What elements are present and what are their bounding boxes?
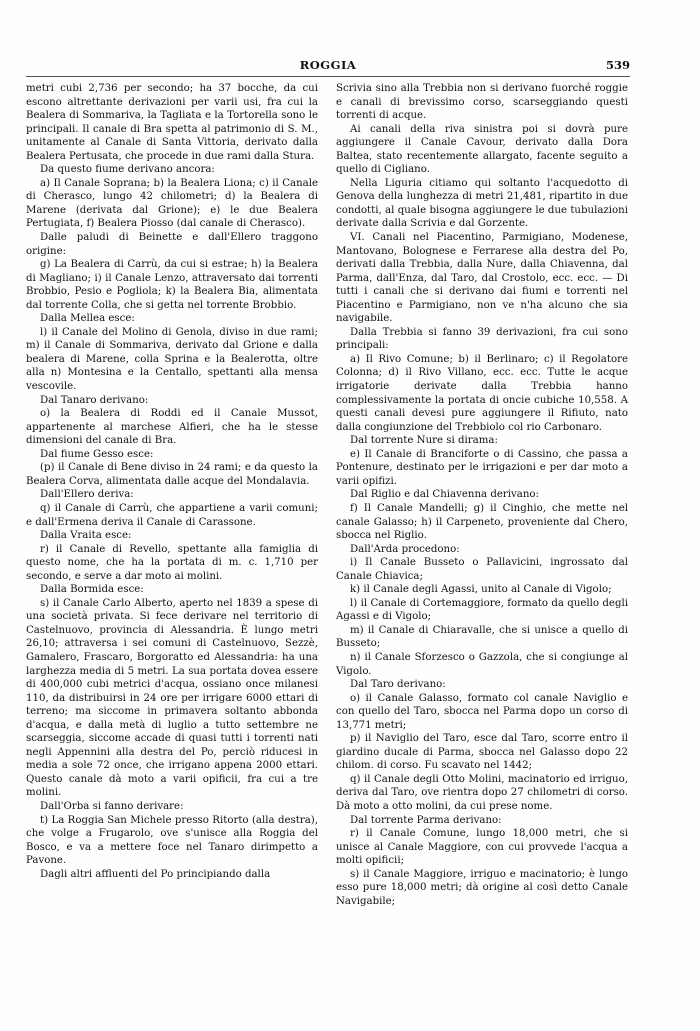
paragraph: l) il Canale di Cortemaggiore, formato da quello degli Agassi e di Vigolo; bbox=[336, 597, 628, 623]
paragraph: s) il Canale Maggiore, irriguo e macinatorio; è lungo esso pure 18,000 metri; dà origine al così detto Canale Navigabile; bbox=[336, 868, 628, 907]
running-title: ROGGIA bbox=[299, 58, 357, 72]
paragraph: q) il Canale di Carrù, che appartiene a varii comuni; e dall'Ermena deriva il Canale di Carassone. bbox=[26, 502, 318, 528]
paragraph: Dalle paludi di Beinette e dall'Ellero traggono origine: bbox=[26, 232, 318, 257]
paragraph: s) il Canale Carlo Alberto, aperto nel 1839 a spese di una società privata. Si fece derivare nel territorio di Castelnuovo, provincia di Alessandria. È lungo metri 26,10; attraversa i sei comuni di Castelnuovo, Sezzè, Gamalero, Frascaro, Borgoratto ed Alessandria: ha una larghezza media di 5 metri. La sua portata dovea essere di 400,000 cubi metrici d'acqua, ossiano once milanesi 110, da distribuirsi in 24 ore per irrigare 6000 ettari di terreno; ma siccome in primavera soltanto abbonda d'acqua, e dalla metà di luglio a tutto settembre ne scarseggia, siccome accade di quasi tutti i torrenti nati negli Appennini alla destra del Po, perciò riducesi in media a sole 72 once, che irrigano appena 2000 ettari. Questo canale dà moto a varii opificii, fra cui a tre molini. bbox=[26, 597, 318, 799]
paragraph: Dal Tanaro derivano: bbox=[40, 394, 149, 406]
paragraph: g) La Bealera di Carrù, da cui si estrae; h) la Bealera di Magliano; i) il Canale Lenzo, attraversato dai torrenti Brobbio, Pesio e Pogliola; k) la Bealera Bia, alimentata dal torrente Colla, che si getta nel torrente Brobbio. bbox=[26, 259, 318, 311]
paragraph: m) il Canale di Chiaravalle, che si unisce a quello di Busseto; bbox=[336, 624, 628, 650]
paragraph: Da questo fiume derivano ancora: bbox=[40, 164, 215, 176]
paragraph: (p) il Canale di Bene diviso in 24 rami; e da questo la Bealera Corva, alimentata dalle acque del Mondalavia. bbox=[26, 462, 318, 487]
paragraph: a) Il Rivo Comune; b) il Berlinaro; c) il Regolatore Colonna; d) il Rivo Villano, ecc. ecc. Tutte le acque irrigatorie derivate dalla Trebbia hanno complessivamente la portata di oncie cubiche 10,558. A questi canali devesi pure aggiungere il Rifiuto, nato dalla congiunzione del Trebbiolo col rio Carbonaro. bbox=[336, 353, 628, 433]
paragraph: Dall'Arda procedono: bbox=[350, 543, 460, 555]
paragraph: Dall'Orba si fanno derivare: bbox=[40, 800, 184, 812]
paragraph: l) il Canale del Molino di Genola, diviso in due rami; m) il Canale di Sommariva, derivato dal Grione e dalla bealera di Marene, colla Sprina e la Bealerotta, oltre alla n) Montesina e la Centallo, spettanti alla mensa vescovile. bbox=[26, 326, 318, 393]
paragraph: r) il Canale Comune, lungo 18,000 metri, che si unisce al Canale Maggiore, con cui provvede l'acqua a molti opificii; bbox=[336, 828, 628, 867]
paragraph: t) La Roggia San Michele presso Ritorto (alla destra), che volge a Frugarolo, ove s'unisce alla Roggia del Bosco, e va a mettere foce nel Tanaro dirimpetto a Pavone. bbox=[26, 814, 318, 867]
paragraph: a) Il Canale Soprana; b) la Bealera Liona; c) il Canale di Cherasco, lungo 42 chilometri; d) la Bealera di Marene (derivata dal Grione); e) le due Bealera Pertugiata, f) Bealera Piosso (dal canale di Cherasco). bbox=[26, 177, 318, 230]
paragraph: r) il Canale di Revello, spettante alla famiglia di questo nome, che ha la portata di m. c. 1,710 per secondo, e serve a dar moto ai molini. bbox=[26, 543, 318, 582]
paragraph: Nella Liguria citiamo qui soltanto l'acquedotto di Genova della lunghezza di metri 21,481, ripartito in due condotti, al quale bisogna aggiungere le due tubulazioni derivate dalla Scrivia e dal Gorzente. bbox=[336, 177, 628, 230]
paragraph: Dalla Vraita esce: bbox=[40, 530, 132, 542]
paragraph: Dal Riglio e dal Chiavenna derivano: bbox=[350, 489, 539, 501]
paragraph: Dagli altri affluenti del Po principiando dalla bbox=[40, 868, 271, 880]
paragraph: Dall'Ellero deriva: bbox=[40, 489, 134, 501]
paragraph: Dal Taro derivano: bbox=[350, 679, 446, 691]
paragraph: Dal fiume Gesso esce: bbox=[40, 448, 154, 460]
paragraph: Dal torrente Parma derivano: bbox=[350, 814, 502, 826]
paragraph: Dalla Mellea esce: bbox=[40, 313, 135, 325]
paragraph: Ai canali della riva sinistra poi si dovrà pure aggiungere il Canale Cavour, derivato dalla Dora Baltea, stato recentemente allargato, facente seguito a quello di Cigliano. bbox=[336, 123, 628, 176]
page-number: 539 bbox=[605, 58, 630, 72]
page-header bbox=[26, 58, 630, 74]
paragraph: p) il Naviglio del Taro, esce dal Taro, scorre entro il giardino ducale di Parma, sbocca nel Galasso dopo 22 chilom. di corso. Fu scavato nel 1442; bbox=[336, 733, 628, 772]
paragraph: Dalla Bormida esce: bbox=[40, 584, 144, 596]
paragraph: k) il Canale degli Agassi, unito al Canale di Vigolo; bbox=[350, 584, 612, 596]
paragraph: Dalla Trebbia si fanno 39 derivazioni, fra cui sono principali: bbox=[336, 326, 628, 352]
paragraph: q) il Canale degli Otto Molini, macinatorio ed irriguo, deriva dal Taro, ove rientra dopo 27 chilometri di corso. Dà moto a otto molini, da cui prese nome. bbox=[336, 773, 628, 812]
right-text-column bbox=[336, 82, 628, 908]
paragraph: n) il Canale Sforzesco o Gazzola, che si congiunge al Vigolo. bbox=[336, 651, 628, 677]
paragraph: o) il Canale Galasso, formato col canale Naviglio e con quello del Taro, sbocca nel Parma dopo un corso di 13,771 metri; bbox=[336, 692, 628, 731]
paragraph: e) Il Canale di Branciforte o di Cassino, che passa a Pontenure, destinato per le irrigazioni e per dar moto a varii opifizi. bbox=[336, 448, 628, 487]
paragraph: metri cubi 2,736 per secondo; ha 37 bocche, da cui escono altrettante derivazioni per varii usi, fra cui la Bealera di Sommariva, la Tagliata e la Tortorella sono le principali. Il canale di Bra spetta al patrimonio di S. M., unitamente al Canale di Santa Vittoria, derivato dalla Bealera Pertusata, che procede in due rami dalla Stura. bbox=[26, 83, 318, 162]
paragraph: i) Il Canale Busseto o Pallavicini, ingrossato dal Canale Chiavica; bbox=[336, 557, 628, 582]
left-text-column bbox=[26, 82, 318, 881]
paragraph: VI. Canali nel Piacentino, Parmigiano, Modenese, Mantovano, Bolognese e Ferrarese alla destra del Po, derivati dalla Trebbia, dalla Nure, dalla Chiavenna, dal Parma, dall'Enza, dal Taro, dal Crostolo, ecc. ecc. — Di tutti i canali che si derivano dai fiumi e torrenti nel Piacentino e Parmigiano, non ve n'ha alcuno che sia navigabile. bbox=[336, 232, 628, 325]
paragraph: Dal torrente Nure si dirama: bbox=[350, 435, 498, 447]
header-rule bbox=[26, 76, 630, 77]
paragraph: o) la Bealera di Roddi ed il Canale Mussot, appartenente al marchese Alfieri, che ha le stesse dimensioni del canale di Bra. bbox=[26, 408, 318, 447]
paragraph: Scrivia sino alla Trebbia non si derivano fuorché roggie e canali di brevissimo corso, scarseggiando questi torrenti di acque. bbox=[336, 83, 628, 122]
paragraph: f) Il Canale Mandelli; g) il Cinghio, che mette nel canale Galasso; h) il Carpeneto, proveniente dal Chero, sbocca nel Riglio. bbox=[336, 502, 628, 542]
